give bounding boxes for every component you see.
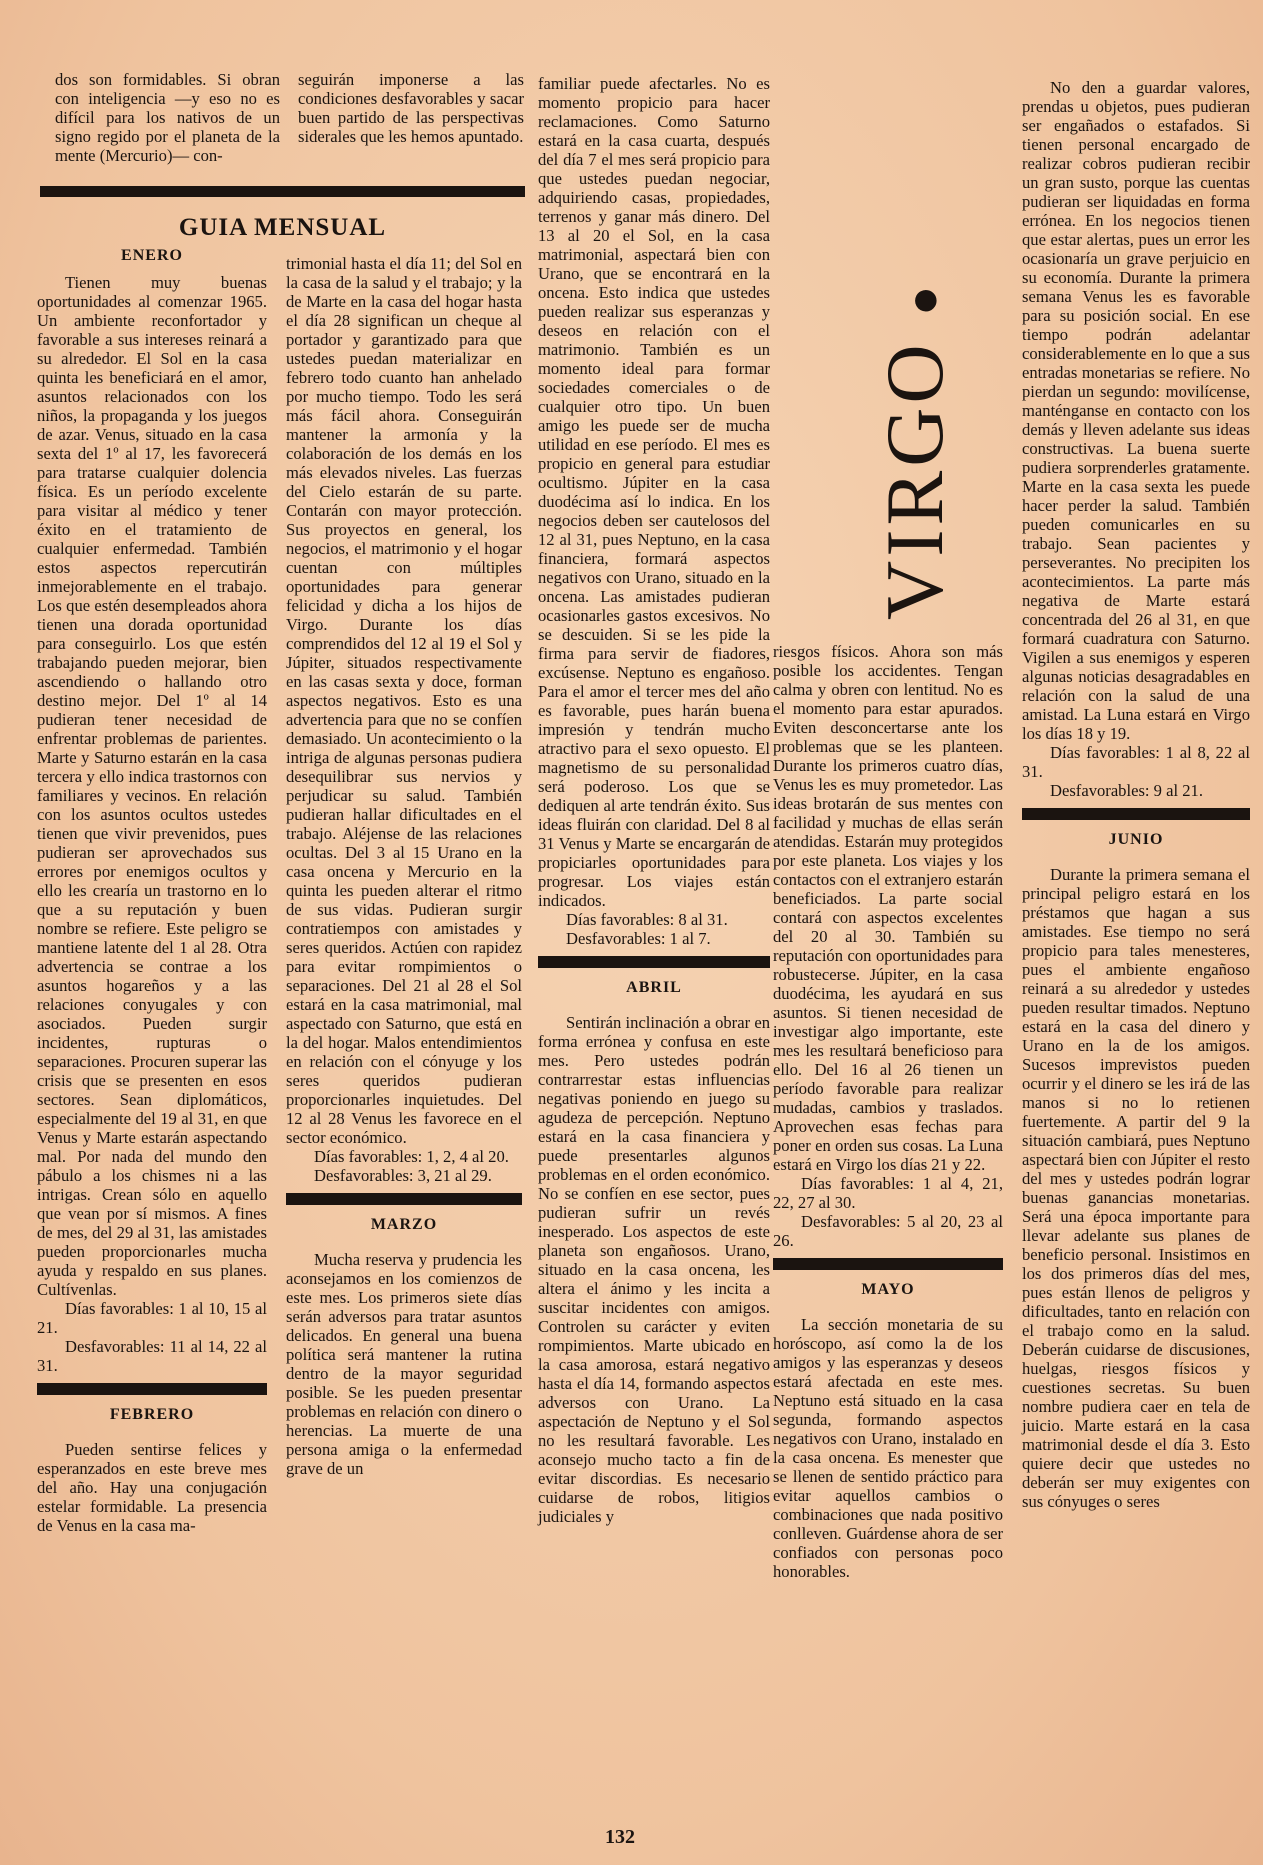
mayo-text-continued: No den a guardar valores, prendas u objetos, pues pudieran ser engañados o estafados. Si tienen personal encargado de realizar cobros pudieran recibir un gran susto, porque las cuentas pudieran ser liquidadas en forma errónea. En los negocios tienen que estar alertas, pues un error les ocasionaría un grave perjuicio en su economía. Durante la primera semana Venus les es favorable para su posición social. En ese tiempo podrán adelantar considerablemente en lo que a sus entradas monetarias se refiere. No pierdan un segundo: movilícense, manténganse en contacto con los demás y lleven adelante sus ideas constructivas. La buena suerte pudiera sorprenderles gratamente. Marte en la casa sexta les puede hacer perder la salud. También pueden comunicarles en su trabajo. Sean pacientes y perseverantes. No precipiten los acontecimientos. La parte más negativa de Marte estará concentrada del 26 al 31, en que formará cuadratura con Saturno. Vigilen a sus enemigos y esperen algunas noticias desagradables en relación con la salud de una amistad. La Luna estará en Virgo los días 18 y 19.: [1022, 78, 1250, 743]
top-text-col2: [298, 70, 524, 146]
febrero-text-start: Pueden sentirse felices y esperanzados en este breve mes del año. Hay una conjugación estelar formidable. La presencia de Venus en la casa ma-: [37, 1440, 267, 1535]
marzo-text-continued: familiar puede afectarles. No es momento propicio para hacer reclamaciones. Como Saturno estará en la casa cuarta, después del día 7 el mes será propicio para que ustedes puedan negociar, adquiriendo casas, propiedades, terrenos y ganar más dinero. Del 13 al 20 el Sol, en la casa matrimonial, aspectará bien con Urano, que se encontrará en la oncena. Esto indica que ustedes pueden realizar sus esperanzas y deseos en relación con el matrimonio. También es un momento ideal para formar sociedades comerciales o de cualquier otro tipo. Un buen amigo les puede ser de mucha utilidad en ese período. El mes es propicio en general para estudiar ocultismo. Júpiter en la casa duodécima así lo indica. En los negocios deben ser cautelosos del 12 al 31, pues Neptuno, en la casa financiera, formará aspectos negativos con Urano, situado en la oncena. Las amistades pudieran ocasionarles gastos excesivos. No se descuiden. Si se les pide la firma para servir de fiadores, excúsense. Neptuno es engañoso. Para el amor el tercer mes del año es favorable, pues harán buena impresión y tendrán mucho atractivo para el sexo opuesto. El magnetismo de su personalidad será poderoso. Los que se dediquen al arte tendrán éxito. Sus ideas fluirán con claridad. Del 8 al 31 Venus y Marte se encargarán de propiciarles oportunidades para progresar. Los viajes están indicados.: [538, 74, 770, 910]
section-heading-junio: JUNIO: [1108, 831, 1164, 848]
sign-title-text: VIRGO: [869, 340, 960, 620]
febrero-text-continued: trimonial hasta el día 11; del Sol en la casa de la salud y el trabajo; y la de Marte en la casa del hogar hasta el día 28 significan un cheque al portador y garantizado para que ustedes puedan materializar en febrero todo cuanto han anhelado por mucho tiempo. Todo les será más fácil ahora. Conseguirán mantener la armonía y la colaboración de los demás en los más elevados niveles. Las fuerzas del Cielo estarán de su parte. Contarán con mayor protección. Sus proyectos en general, los negocios, el matrimonio y el hogar cuentan con múltiples oportunidades para generar felicidad y dicha a los hijos de Virgo. Durante los días comprendidos del 12 al 19 el Sol y Júpiter, situados respectivamente en las casas sexta y doce, forman aspectos negativos. Esto es una advertencia para que no se confíen demasiado. Un acontecimiento o la intriga de algunas personas pudiera desequilibrar sus nervios y perjudicar su salud. También pudieran hallar dificultades en el trabajo. Aléjense de las relaciones ocultas. Del 3 al 15 Urano en la casa oncena y Mercurio en la quinta les pueden alterar el ritmo de sus vidas. Pudieran surgir contratiempos con amistades y seres queridos. Actúen con rapidez para evitar rompimientos o separaciones. Del 21 al 28 el Sol estará en la casa matrimonial, mal aspectado con Saturno, que está en la del hogar. Malos entendimientos en relación con el cónyuge y los seres queridos pudieran proporcionarles inquietudes. Del 12 al 28 Venus les favorece en el sector económico.: [286, 254, 522, 1147]
enero-text: Tienen muy buenas oportunidades al comenzar 1965. Un ambiente reconfortador y favorable a sus intereses reinará a su alrededor. El Sol en la casa quinta les beneficiará en el amor, asuntos relacionados con los niños, la propaganda y los juegos de azar. Venus, situado en la casa sexta del 1º al 17, les favorecerá para tratarse cualquier dolencia física. Es un período excelente para visitar al médico y tener éxito en el tratamiento de cualquier enfermedad. También estos aspectos repercutirán inmejorablemente en el trabajo. Los que estén desempleados ahora tienen una dorada oportunidad para conseguirlo. Los que estén trabajando pueden mejorar, bien ascendiendo o hallando otro destino mejor. Del 1º al 14 pudieran tener necesidad de enfrentar problemas de parientes. Marte y Saturno estarán en la casa tercera y ello indica trastornos con familiares y vecinos. En relación con los asuntos ocultos ustedes tienen que vivir prevenidos, pues pudieran ser aprovechados sus errores por enemigos ocultos y ello les crearía un trastorno en lo que a su reputación y buen nombre se refiere. Este peligro se mantiene latente del 1 al 28. Otra advertencia se contrae a los asuntos hogareños y a las relaciones conyugales y con asociados. Pueden surgir incidentes, rupturas o separaciones. Procuren superar las crisis que se presenten en esos sectores. Sean diplomáticos, especialmente del 19 al 31, en que Venus y Marte estarán aspectando mal. Por nada del mundo den pábulo a los chismes ni a las intrigas. Crean sólo en aquello que vean por sí mismos. A fines de mes, del 29 al 31, las amistades pueden proporcionarles mucha ayuda y respaldo en sus planes. Cultívenlas.: [37, 273, 267, 1299]
marzo-unfavorable-days: Desfavorables: 1 al 7.: [566, 929, 711, 948]
febrero-favorable-days: Días favorables: 1, 2, 4 al 20.: [314, 1147, 509, 1166]
guide-top-rule: [40, 186, 525, 197]
abril-unfavorable-days: Desfavorables: 5 al 20, 23 al 26.: [773, 1212, 1003, 1250]
column-1: [37, 246, 267, 1535]
marzo-text-start: Mucha reserva y prudencia les aconsejamos en los comienzos de este mes. Los primeros siete días serán adversos para tratar asuntos delicados. En general una buena política será mantener la rutina dentro de la mayor seguridad posible. Se les pueden presentar problemas en relación con dinero o herencias. La muerte de una persona amiga o la enfermedad grave de un: [286, 1250, 522, 1478]
divider-rule: [1022, 808, 1250, 820]
top-text-col1: [55, 70, 280, 165]
section-heading-abril: ABRIL: [626, 979, 682, 996]
mayo-favorable-days: Días favorables: 1 al 8, 22 al 31.: [1022, 743, 1250, 781]
abril-favorable-days: Días favorables: 1 al 4, 21, 22, 27 al 30.: [773, 1174, 1003, 1212]
top-paragraph-2: seguirán imponerse a las condiciones desfavorables y sacar buen partido de las perspectivas siderales que les hemos apuntado.: [298, 70, 524, 146]
top-paragraph-1: dos son formidables. Si obran con inteligencia —y eso no es difícil para los nativos de un signo regido por el planeta de la mente (Mercurio)— con-: [55, 70, 280, 165]
junio-text: Durante la primera semana el principal peligro estará en los préstamos que hagan a sus amistades. Ese tiempo no será propicio para tales menesteres, pues el ambiente engañoso reinará a su alrededor y ustedes pueden resultar timados. Neptuno estará en la casa del dinero y Urano en la de los amigos. Sucesos imprevistos pueden ocurrir y el dinero se les irá de las manos si no lo retienen fuertemente. A partir del 9 la situación cambiará, pues Neptuno aspectará bien con Júpiter el resto del mes y ustedes podrán lograr buenas ganancias monetarias. Será una época importante para llevar adelante sus planes de beneficio personal. Insistimos en los dos primeros días del mes, pues están llenos de peligros y dificultades, tanto en relación con el trabajo como en la salud. Deberán cuidarse de discusiones, huelgas, riesgos físicos y cuestiones secretas. Su buen nombre pudiera caer en tela de juicio. Marte estará en la casa matrimonial desde el día 3. Esto quiere decir que ustedes no deberán ser muy exigentes con sus cónyuges o seres: [1022, 865, 1250, 1511]
divider-rule: [37, 1383, 267, 1395]
mayo-unfavorable-days: Desfavorables: 9 al 21.: [1050, 781, 1203, 800]
section-heading-enero: ENERO: [121, 247, 183, 264]
bullet-icon: ●: [895, 281, 952, 316]
section-heading-marzo: MARZO: [370, 1216, 438, 1233]
section-heading-mayo: MAYO: [861, 1281, 915, 1298]
guide-title: GUIA MENSUAL: [178, 214, 387, 241]
abril-text-start: Sentirán inclinación a obrar en forma errónea y confusa en este mes. Pero ustedes podrán contrarrestar estas influencias negativas poniendo en juego su agudeza de percepción. Neptuno estará en la casa financiera y puede presentarles algunos problemas en el orden económico. No se confíen en ese sector, pues pudieran sufrir un revés inesperado. Los aspectos de este planeta son engañosos. Urano, situado en la casa oncena, les altera el ánimo y les incita a suscitar incidentes con amigos. Controlen su carácter y eviten rompimientos. Marte ubicado en la casa amorosa, estará negativo hasta el día 14, formando aspectos adversos con Urano. La aspectación de Neptuno y el Sol no les resultará favorable. Les aconsejo mucho tacto a fin de evitar discordias. Es necesario cuidarse de robos, litigios judiciales y: [538, 1013, 770, 1526]
column-2: [286, 254, 522, 1478]
column-5: [1022, 78, 1250, 1511]
page-number: 132: [605, 1826, 635, 1848]
enero-unfavorable-days: Desfavorables: 11 al 14, 22 al 31.: [37, 1337, 267, 1375]
enero-favorable-days: Días favorables: 1 al 10, 15 al 21.: [37, 1299, 267, 1337]
febrero-unfavorable-days: Desfavorables: 3, 21 al 29.: [314, 1166, 492, 1185]
abril-text-continued: riesgos físicos. Ahora son más posible los accidentes. Tengan calma y obren con lentitud. No es el momento para estar apurados. Eviten desconcertarse ante los problemas que se les planteen. Durante los primeros cuatro días, Venus les es muy prometedor. Las ideas brotarán de sus mentes con facilidad y muchas de ellas serán atendidas. Estarán muy protegidos por este planeta. Los viajes y los contactos con el extranjero estarán beneficiados. La parte social contará con aspectos excelentes del 20 al 30. También su reputación con oportunidades para robustecerse. Júpiter, en la casa duodécima, les ayudará en sus asuntos. Si tienen necesidad de investigar algo importante, este mes les resultará beneficioso para ello. Del 16 al 26 tienen un período favorable para realizar mudadas, cambios y traslados. Aprovechen esas fechas para poner en orden sus cosas. La Luna estará en Virgo los días 21 y 22.: [773, 642, 1003, 1174]
divider-rule: [286, 1193, 522, 1205]
column-3: [538, 74, 770, 1526]
divider-rule: [538, 956, 770, 968]
section-heading-febrero: FEBRERO: [109, 1406, 195, 1423]
column-4: [773, 642, 1003, 1581]
mayo-text-start: La sección monetaria de su horóscopo, así como la de los amigos y las esperanzas y deseos estará afectada en este mes. Neptuno está situado en la casa segunda, formando aspectos negativos con Urano, instalado en la casa oncena. Es menester que se llenen de sentido práctico para evitar aquellos cambios o combinaciones que nada positivo conlleven. Guárdense ahora de ser confiados con personas poco honorables.: [773, 1315, 1003, 1581]
sign-title: [868, 282, 962, 620]
divider-rule: [773, 1258, 1003, 1270]
marzo-favorable-days: Días favorables: 8 al 31.: [566, 910, 728, 929]
